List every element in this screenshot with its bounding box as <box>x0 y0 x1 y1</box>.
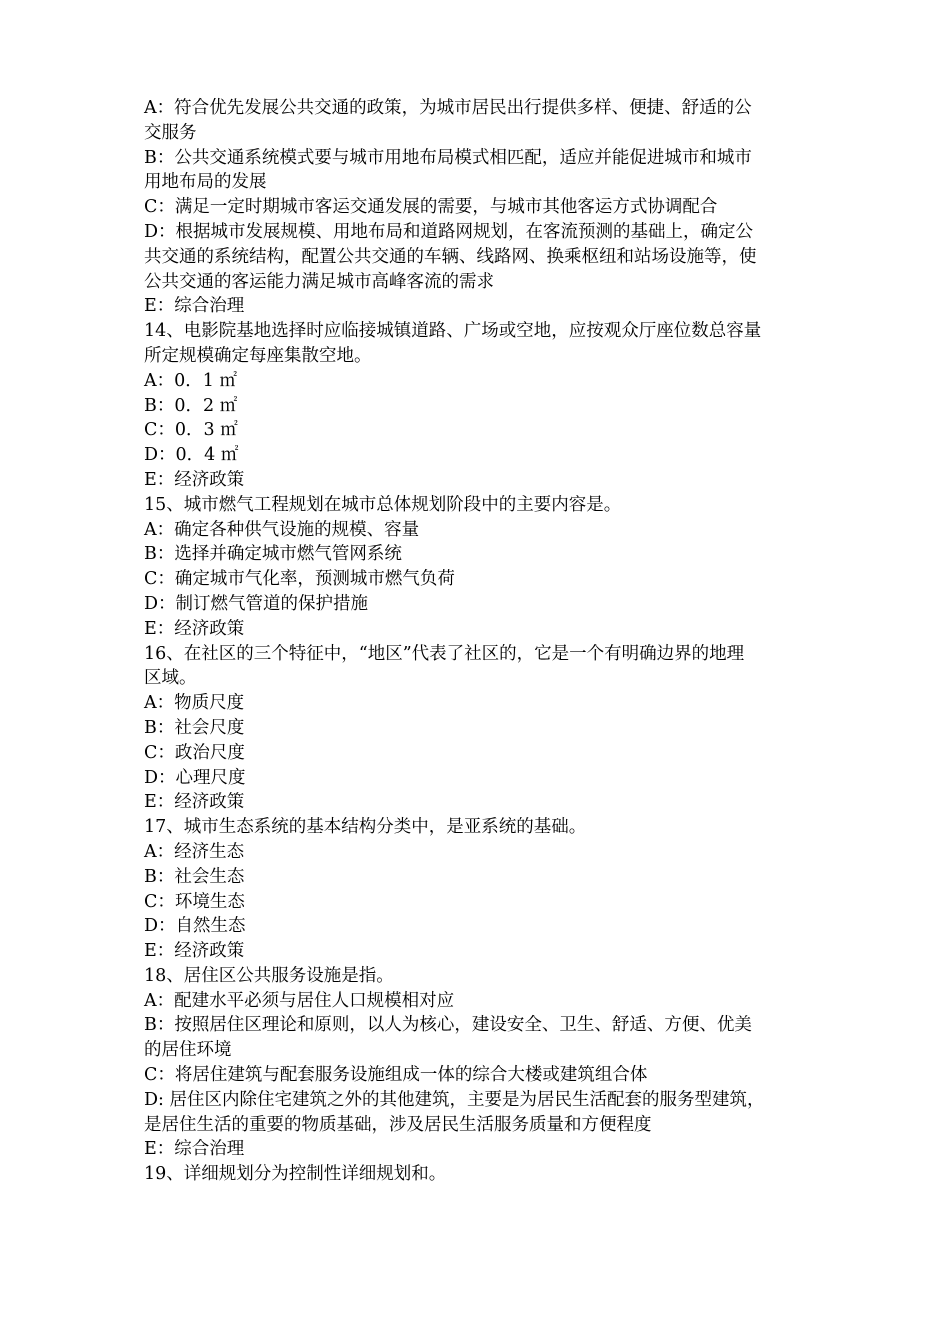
question-14: 14、电影院基地选择时应临接城镇道路、广场或空地，应按观众厅座位数总容量 <box>144 321 762 342</box>
text-line: 所定规模确定每座集散空地。 <box>144 345 372 366</box>
text-line: A：符合优先发展公共交通的政策，为城市居民出行提供多样、便捷、舒适的公 <box>144 98 752 118</box>
question-17: 17、城市生态系统的基本结构分类中，是亚系统的基础。 <box>144 817 587 838</box>
option-line: C：0．3 ㎡ <box>144 420 238 441</box>
text-line: 共交通的系统结构，配置公共交通的车辆、线路网、换乘枢纽和站场设施等，使 <box>144 246 757 267</box>
option-line: D：心理尺度 <box>144 767 246 788</box>
text-line: 区域。 <box>144 668 197 689</box>
text-line: 用地布局的发展 <box>144 172 267 193</box>
option-line: A：经济生态 <box>144 841 245 862</box>
text-line: 公共交通的客运能力满足城市高峰客流的需求 <box>144 271 494 292</box>
question-16: 16、在社区的三个特征中，“地区”代表了社区的，它是一个有明确边界的地理 <box>144 643 745 664</box>
text-line: D：根据城市发展规模、用地布局和道路网规划，在客流预测的基础上，确定公 <box>144 221 754 242</box>
option-line: D：制订燃气管道的保护措施 <box>144 593 369 614</box>
question-19: 19、详细规划分为控制性详细规划和。 <box>144 1164 447 1185</box>
document-page <box>144 96 814 1187</box>
text-line: 交服务 <box>144 122 197 143</box>
option-line: D：自然生态 <box>144 916 246 937</box>
option-line: A：配建水平必须与居住人口规模相对应 <box>144 990 455 1011</box>
option-line: B：0．2 ㎡ <box>144 395 238 416</box>
question-18: 18、居住区公共服务设施是指。 <box>144 965 394 986</box>
option-line: C：将居住建筑与配套服务设施组成一体的综合大楼或建筑组合体 <box>144 1065 648 1086</box>
option-line: D：0．4 ㎡ <box>144 445 239 466</box>
option-line: A：确定各种供气设施的规模、容量 <box>144 519 420 540</box>
option-line: C：政治尺度 <box>144 742 245 763</box>
option-line: A：0．1 ㎡ <box>144 370 237 391</box>
option-line: B：选择并确定城市燃气管网系统 <box>144 544 402 565</box>
text-line: E：综合治理 <box>144 296 245 317</box>
question-15: 15、城市燃气工程规划在城市总体规划阶段中的主要内容是。 <box>144 494 622 515</box>
option-line: B：社会尺度 <box>144 717 245 738</box>
text-line: 的居住环境 <box>144 1040 232 1061</box>
option-line: C：环境生态 <box>144 891 245 912</box>
option-line: E：经济政策 <box>144 469 245 490</box>
option-line: D: 居住区内除住宅建筑之外的其他建筑，主要是为居民生活配套的服务型建筑， <box>144 1089 765 1110</box>
option-line: E：经济政策 <box>144 941 245 962</box>
text-line: 是居住生活的重要的物质基础，涉及居民生活服务质量和方便程度 <box>144 1114 652 1135</box>
option-line: A：物质尺度 <box>144 693 245 714</box>
option-line: B：社会生态 <box>144 866 245 887</box>
option-line: B：按照居住区理论和原则，以人为核心，建设安全、卫生、舒适、方便、优美 <box>144 1015 752 1036</box>
option-line: E：经济政策 <box>144 618 245 639</box>
option-line: E：经济政策 <box>144 792 245 813</box>
option-line: E：综合治理 <box>144 1139 245 1160</box>
text-line: B：公共交通系统模式要与城市用地布局模式相匹配，适应并能促进城市和城市 <box>144 147 752 168</box>
option-line: C：确定城市气化率，预测城市燃气负荷 <box>144 569 455 590</box>
text-line: C：满足一定时期城市客运交通发展的需要，与城市其他客运方式协调配合 <box>144 197 718 218</box>
